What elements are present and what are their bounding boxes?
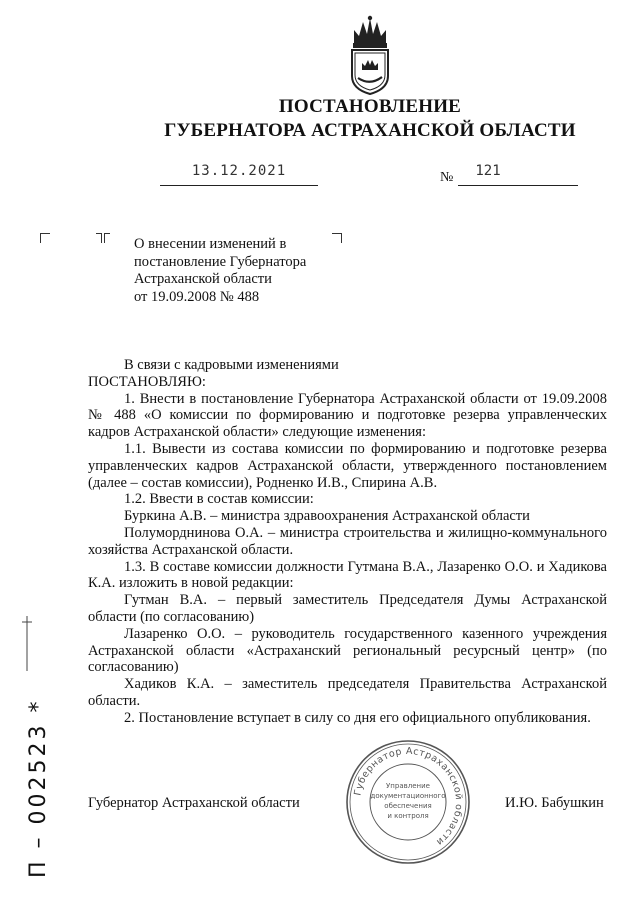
stamp-center-line: Управление: [386, 782, 430, 790]
serial-text: П – 002523 *: [26, 698, 51, 878]
vertical-serial-number: [22, 700, 58, 880]
resolve-heading: ПОСТАНОВЛЯЮ:: [88, 373, 206, 390]
body-paragraph: Гутман В.А. – первый заместитель Председателя Думы Астраханской области (по согласованию): [88, 592, 607, 625]
body-paragraph: 1.1. Вывести из состава комиссии по формированию и подготовке резерва управленческих кадров Астраханской области, утвержденного постановлением (далее – состав комиссии), Родненко И.В., Спирина А.В.: [88, 440, 607, 491]
coat-of-arms-emblem: [341, 14, 399, 96]
body-paragraph: Буркина А.В. – министра здравоохранения Астраханской области: [124, 508, 530, 525]
side-margin-mark: [20, 616, 34, 671]
document-body: [88, 357, 607, 727]
number-label: №: [440, 170, 454, 185]
document-subject: [134, 236, 344, 306]
date-underline: [160, 184, 318, 186]
corner-mark-subject-left: [96, 233, 102, 243]
subject-line: Астраханской области: [134, 271, 272, 287]
subject-line: от 19.09.2008 № 488: [134, 288, 260, 305]
stamp-center-line: документационного: [370, 792, 446, 800]
body-paragraph: Хадиков К.А. – заместитель председателя Правительства Астраханской области.: [88, 676, 607, 709]
stamp-center-line: обеспечения: [384, 802, 432, 810]
number-underline: [458, 184, 578, 186]
body-paragraph: 2. Постановление вступает в силу со дня его официального опубликования.: [124, 709, 591, 726]
stamp-center-line: и контроля: [387, 812, 429, 820]
office-stamp: [344, 738, 472, 866]
body-paragraph: 1.2. Ввести в состав комиссии:: [124, 491, 314, 508]
signatory-position: Губернатор Астраханской области: [88, 795, 300, 811]
document-title-line-1: ПОСТАНОВЛЕНИЕ: [278, 96, 462, 117]
body-paragraph: Лазаренко О.О. – руководитель государственного казенного учреждения Астраханской области «Астраханский региональный ресурсный центр» (по согласованию): [88, 625, 607, 676]
subject-line: О внесении изменений в: [134, 236, 287, 252]
document-number: 121: [475, 163, 501, 179]
document-title-line-2: ГУБЕРНАТОРА АСТРАХАНСКОЙ ОБЛАСТИ: [164, 120, 576, 141]
body-paragraph: 1.3. В составе комиссии должности Гутмана В.А., Лазаренко О.О. и Хадикова К.А. изложить в новой редакции:: [88, 558, 607, 592]
body-paragraph: В связи с кадровыми изменениями: [124, 357, 339, 373]
corner-mark-left: [40, 233, 50, 243]
document-date: 13.12.2021: [191, 163, 287, 179]
stamp-ring-text: Губернатор Астраханской области: [352, 745, 465, 848]
corner-mark-subject-left-2: [104, 233, 110, 243]
subject-line: постановление Губернатора: [134, 253, 307, 270]
signatory-name: И.Ю. Бабушкин: [505, 795, 604, 811]
body-paragraph: Полуморднинова О.А. – министра строительства и жилищно-коммунального хозяйства Астраханской области.: [88, 524, 607, 558]
body-paragraph: 1. Внести в постановление Губернатора Астраханской области от 19.09.2008 № 488 «О комиссии по формированию и подготовке резерва управленческих кадров Астраханской области» следующие изменения:: [88, 390, 607, 441]
